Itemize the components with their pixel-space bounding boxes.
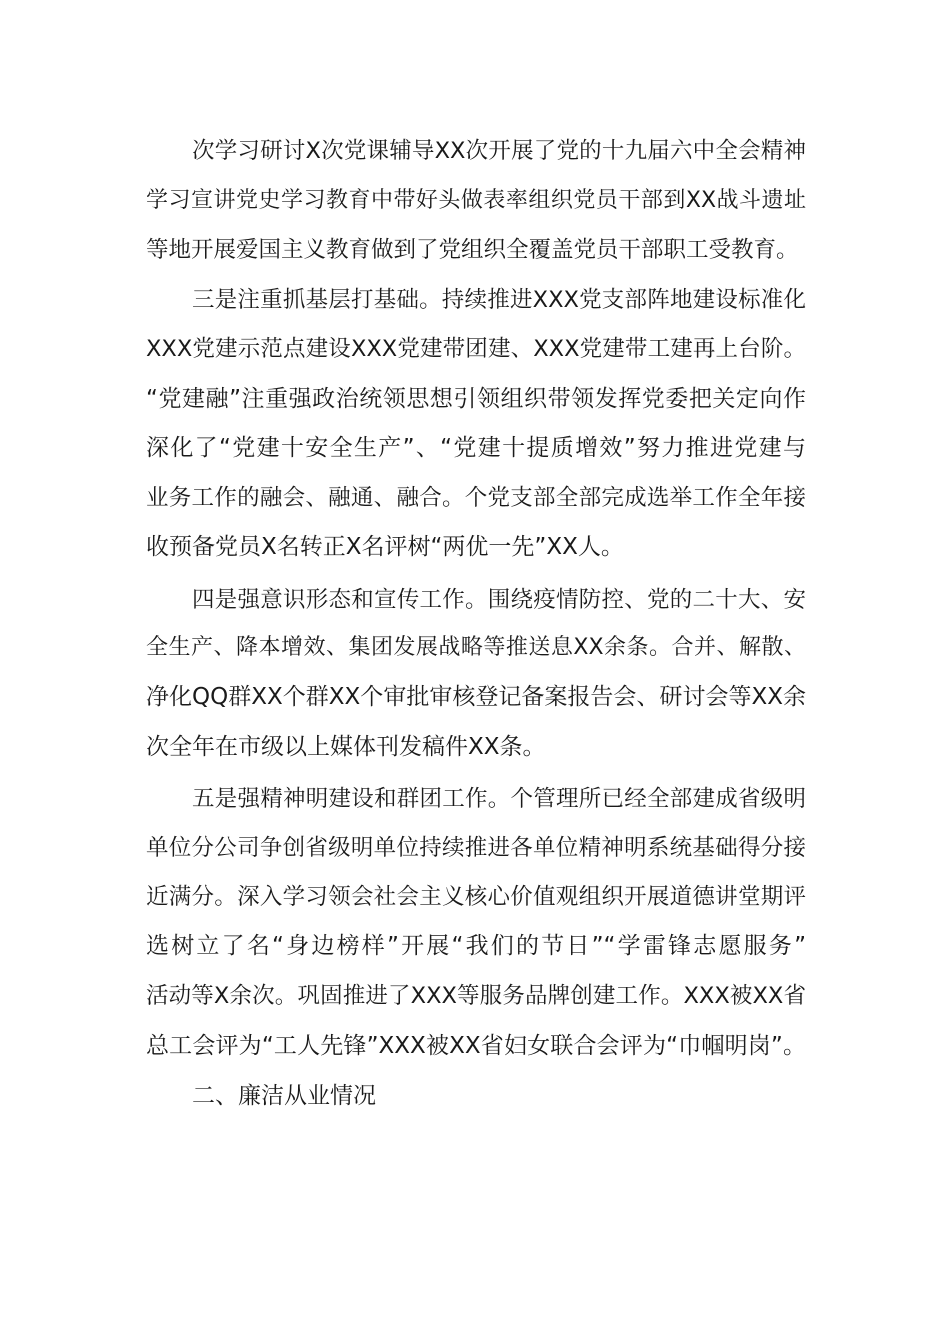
text-line: “党建融”注重强政治统领思想引领组织带领发挥党委把关定向作 [146, 386, 806, 412]
text-line: 五是强精神明建设和群团工作。个管理所已经全部建成省级明 [192, 786, 806, 812]
text-line: 全生产、降本增效、集团发展战略等推送息XX余条。合并、解散、 [146, 635, 806, 660]
text-line: 次学习研讨X次党课辅导XX次开展了党的十九届六中全会精神 [192, 138, 806, 164]
text-line: 近满分。深入学习领会社会主义核心价值观组织开展道德讲堂期评 [146, 884, 806, 910]
text-line: 四是强意识形态和宣传工作。围绕疫情防控、党的二十大、安 [192, 587, 806, 613]
text-line: 等地开展爱国主义教育做到了党组织全覆盖党员干部职工受教育。 [146, 237, 799, 263]
text-line: 学习宣讲党史学习教育中带好头做表率组织党员干部到XX战斗遗址 [146, 188, 806, 213]
section-heading: 二、廉洁从业情况 [192, 1083, 376, 1109]
text-line: 总工会评为“工人先锋”XXX被XX省妇女联合会评为“巾帼明岗”。 [146, 1033, 806, 1059]
text-line: 单位分公司争创省级明单位持续推进各单位精神明系统基础得分接 [146, 835, 806, 861]
text-line: 深化了“党建十安全生产”、“党建十提质增效”努力推进党建与 [146, 435, 806, 461]
text-line: 业务工作的融会、融通、融合。个党支部全部完成选举工作全年接 [146, 485, 806, 511]
text-line: 净化QQ群XX个群XX个审批审核登记备案报告会、研讨会等XX余 [146, 684, 806, 710]
text-line: 活动等X余次。巩固推进了XXX等服务品牌创建工作。XXX被XX省 [146, 983, 806, 1009]
text-line: 三是注重抓基层打基础。持续推进XXX党支部阵地建设标准化 [192, 287, 806, 313]
text-line: XXX党建示范点建设XXX党建带团建、XXX党建带工建再上台阶。 [146, 336, 806, 362]
text-line: 选树立了名“身边榜样”开展“我们的节日”“学雷锋志愿服务” [146, 933, 806, 959]
text-line: 次全年在市级以上媒体刊发稿件XX条。 [146, 734, 546, 760]
text-line: 收预备党员X名转正X名评树“两优一先”XX人。 [146, 534, 624, 560]
